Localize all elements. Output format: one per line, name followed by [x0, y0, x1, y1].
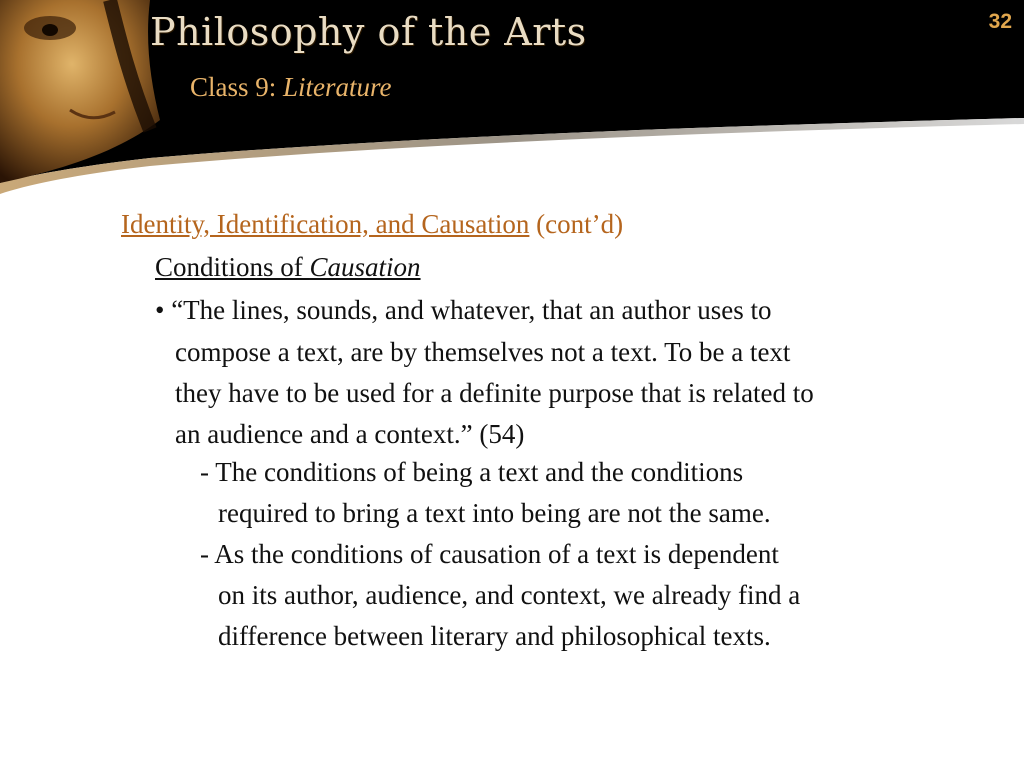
subtitle-prefix: Class 9:: [190, 72, 284, 102]
section-heading: [121, 208, 623, 240]
subtitle-topic: Literature: [283, 72, 392, 102]
subheading-prefix: Conditions of: [155, 252, 310, 282]
bullet-line: an audience and a context.” (54): [175, 419, 525, 449]
dash-item-line: - The conditions of being a text and the conditions: [200, 457, 744, 487]
subheading: [155, 251, 421, 283]
subheading-emph: Causation: [309, 252, 421, 282]
bullet-line: • “The lines, sounds, and whatever, that an author uses to: [155, 295, 772, 325]
dash-item-line: - As the conditions of causation of a text is dependent: [200, 539, 779, 569]
bullet-line: compose a text, are by themselves not a text. To be a text: [175, 337, 791, 367]
slide-number: 32: [988, 10, 1012, 33]
heading-suffix: (cont’d): [536, 209, 624, 239]
heading-link[interactable]: Identity, Identification, and Causation: [121, 209, 530, 239]
bullet-line: they have to be used for a definite purpose that is related to: [175, 378, 814, 408]
deck-title: Philosophy of the Arts: [150, 10, 587, 54]
dash-item-line: difference between literary and philosophical texts.: [218, 621, 771, 651]
dash-item-line: required to bring a text into being are not the same.: [218, 498, 771, 528]
dash-item-line: on its author, audience, and context, we already find a: [218, 580, 801, 610]
